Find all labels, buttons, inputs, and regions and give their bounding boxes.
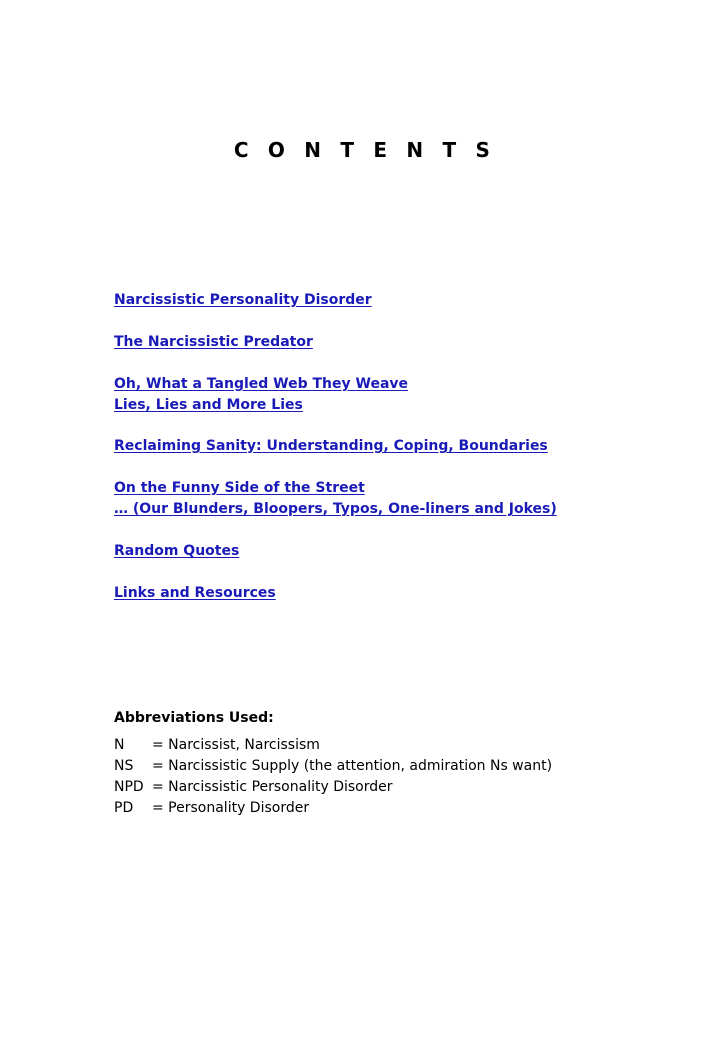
- abbreviation-row: [114, 735, 674, 756]
- abbreviation-term: PD: [114, 800, 134, 816]
- toc-link-lies[interactable]: Lies, Lies and More Lies: [114, 397, 303, 413]
- abbreviation-definition: = Narcissistic Personality Disorder: [152, 779, 393, 795]
- abbreviations-section: [114, 708, 674, 819]
- abbreviation-term: N: [114, 737, 125, 753]
- abbreviation-row: [114, 777, 674, 798]
- abbreviation-term: NPD: [114, 779, 144, 795]
- abbreviation-row: [114, 798, 674, 819]
- toc-link-narcissistic-personality-disorder[interactable]: Narcissistic Personality Disorder: [114, 292, 372, 308]
- toc-link-links-resources[interactable]: Links and Resources: [114, 585, 276, 601]
- abbreviation-term: NS: [114, 758, 134, 774]
- toc-link-tangled-web[interactable]: Oh, What a Tangled Web They Weave: [114, 376, 409, 392]
- abbreviation-definition: = Narcissist, Narcissism: [152, 737, 320, 753]
- toc-link-funny-side[interactable]: On the Funny Side of the Street: [114, 480, 365, 496]
- toc-link-random-quotes[interactable]: Random Quotes: [114, 543, 240, 559]
- page-title: C O N T E N T S: [233, 138, 497, 162]
- abbreviation-definition: = Narcissistic Supply (the attention, admiration Ns want): [152, 758, 553, 774]
- toc-link-narcissistic-predator[interactable]: The Narcissistic Predator: [114, 334, 313, 350]
- toc-link-reclaiming-sanity[interactable]: Reclaiming Sanity: Understanding, Coping, Boundaries: [114, 438, 548, 454]
- abbreviation-row: [114, 756, 674, 777]
- abbreviation-definition: = Personality Disorder: [152, 800, 310, 816]
- abbreviations-heading: Abbreviations Used:: [114, 710, 274, 726]
- toc-link-blunders-bloopers[interactable]: … (Our Blunders, Bloopers, Typos, One-liners and Jokes): [114, 501, 557, 517]
